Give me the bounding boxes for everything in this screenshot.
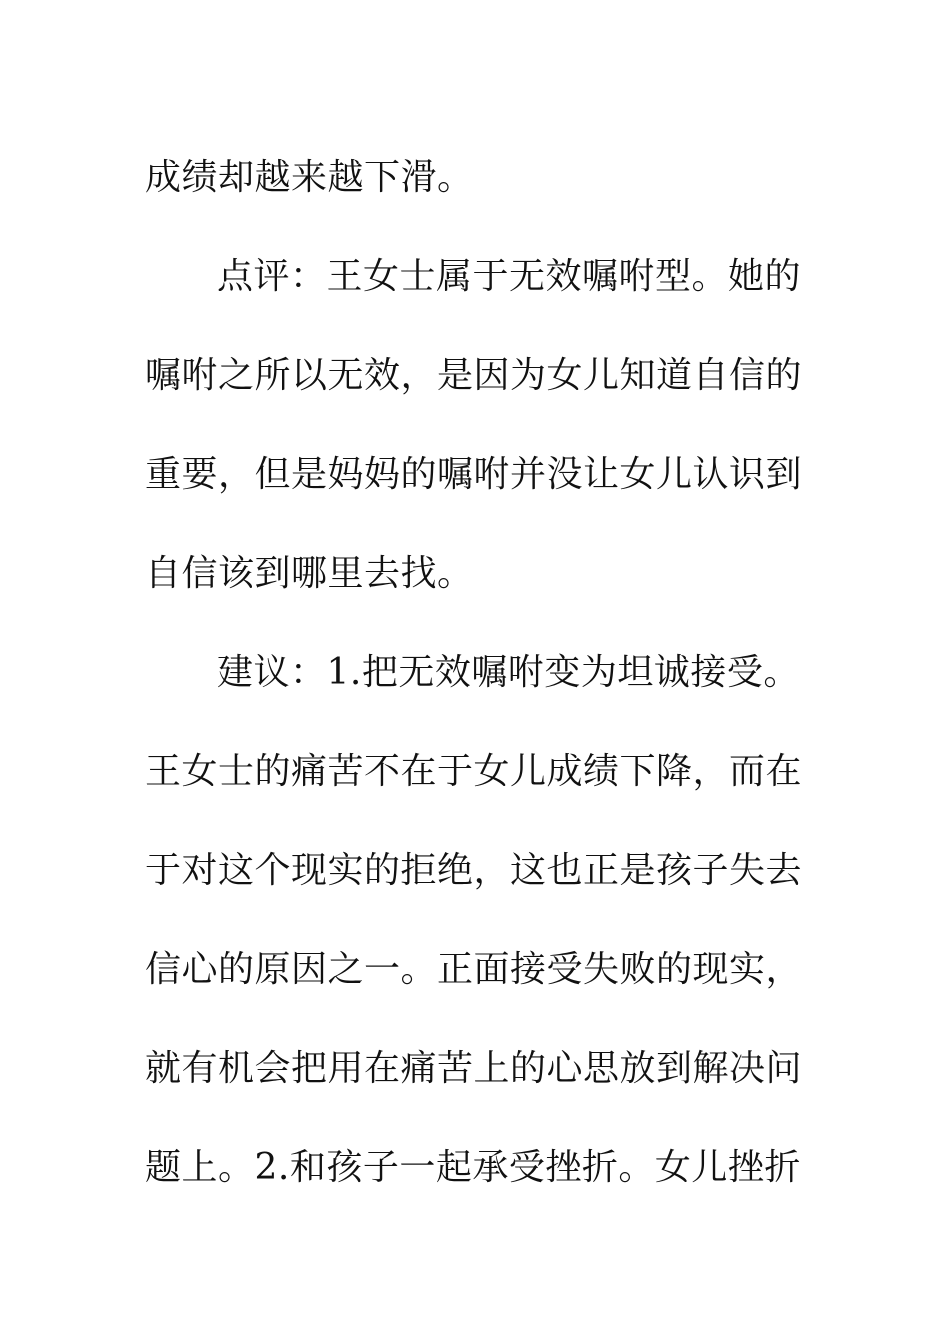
text-line: 题上。2.和孩子一起承受挫折。女儿挫折 — [145, 1147, 801, 1188]
text-line: 信心的原因之一。正面接受失败的现实， — [145, 949, 803, 990]
text-line: 自信该到哪里去找。 — [145, 553, 474, 594]
body-text — [145, 128, 825, 1217]
text-line: 嘱咐之所以无效，是因为女儿知道自信的 — [145, 355, 803, 396]
text-line: 王女士的痛苦不在于女儿成绩下降，而在 — [145, 751, 803, 792]
text-line: 建议：1.把无效嘱咐变为坦诚接受。 — [217, 652, 800, 693]
text-line: 成绩却越来越下滑。 — [145, 157, 474, 198]
text-line: 点评：王女士属于无效嘱咐型。她的 — [217, 256, 802, 297]
text-line: 于对这个现实的拒绝，这也正是孩子失去 — [145, 850, 803, 891]
text-line: 就有机会把用在痛苦上的心思放到解决问 — [145, 1048, 803, 1089]
text-line: 重要，但是妈妈的嘱咐并没让女儿认识到 — [145, 454, 803, 495]
